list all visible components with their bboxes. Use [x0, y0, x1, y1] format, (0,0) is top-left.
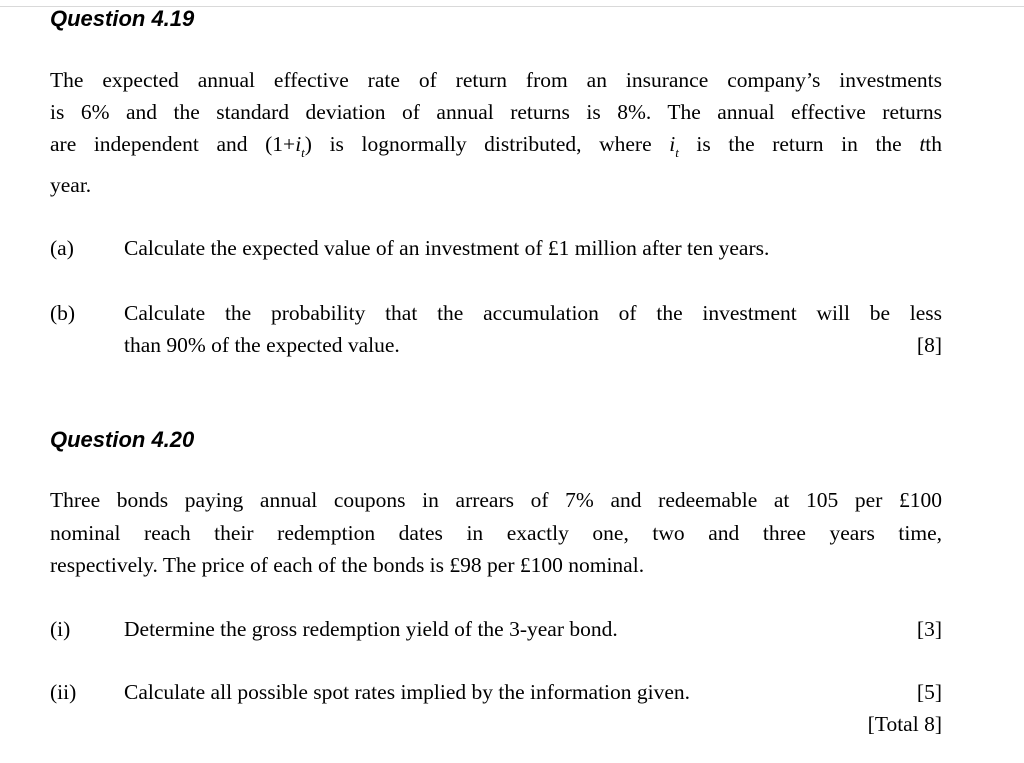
- part-b-label: (b): [50, 301, 76, 325]
- q419-line3-text-c: is the return in the: [696, 132, 902, 156]
- q419-intro-line-4: year.: [50, 173, 92, 197]
- part-i-label: (i): [50, 617, 71, 641]
- part-ii-marks: [5]: [916, 680, 942, 704]
- q420-intro-line-3: respectively. The price of each of the bonds is £98 per £100 nominal.: [50, 553, 645, 577]
- question-4-19-heading: Question 4.19: [50, 6, 195, 31]
- q419-line3-text-b: is lognormally distributed, where: [329, 132, 652, 156]
- part-ii-text: Calculate all possible spot rates implied by the information given.: [124, 680, 691, 704]
- part-ii-label: (ii): [50, 680, 77, 704]
- part-b-text-line-1: Calculate the probability that the accumulation of the investment will be less: [124, 301, 942, 325]
- q419-line3-text-d: th: [925, 132, 943, 156]
- part-b-marks: [8]: [916, 333, 942, 357]
- part-b-text-line-2: than 90% of the expected value.: [124, 333, 400, 357]
- question-4-20-heading: Question 4.20: [50, 427, 195, 452]
- one-plus-i-t-expression: $(1+i_t)$: [265, 132, 312, 160]
- q419-intro-line-1: The expected annual effective rate of return from an insurance company’s investments: [50, 68, 942, 92]
- q419-line3-text-a: are independent and: [50, 132, 248, 156]
- question-total-marks: [Total 8]: [867, 712, 942, 736]
- part-i-marks: [3]: [916, 617, 942, 641]
- q419-intro-line-2: is 6% and the standard deviation of annual returns is 8%. The annual effective returns: [50, 100, 942, 124]
- t-variable: t: [919, 132, 926, 156]
- q419-intro-line-3: [50, 132, 942, 161]
- q420-intro-line-1: Three bonds paying annual coupons in arrears of 7% and redeemable at 105 per £100: [50, 488, 942, 512]
- part-a-label: (a): [50, 236, 74, 260]
- i-t-variable: $i_t$: [669, 132, 679, 160]
- q420-intro-line-2: nominal reach their redemption dates in exactly one, two and three years time,: [50, 521, 942, 545]
- part-i-text: Determine the gross redemption yield of the 3-year bond.: [124, 617, 618, 641]
- part-a-text: Calculate the expected value of an investment of £1 million after ten years.: [124, 236, 770, 260]
